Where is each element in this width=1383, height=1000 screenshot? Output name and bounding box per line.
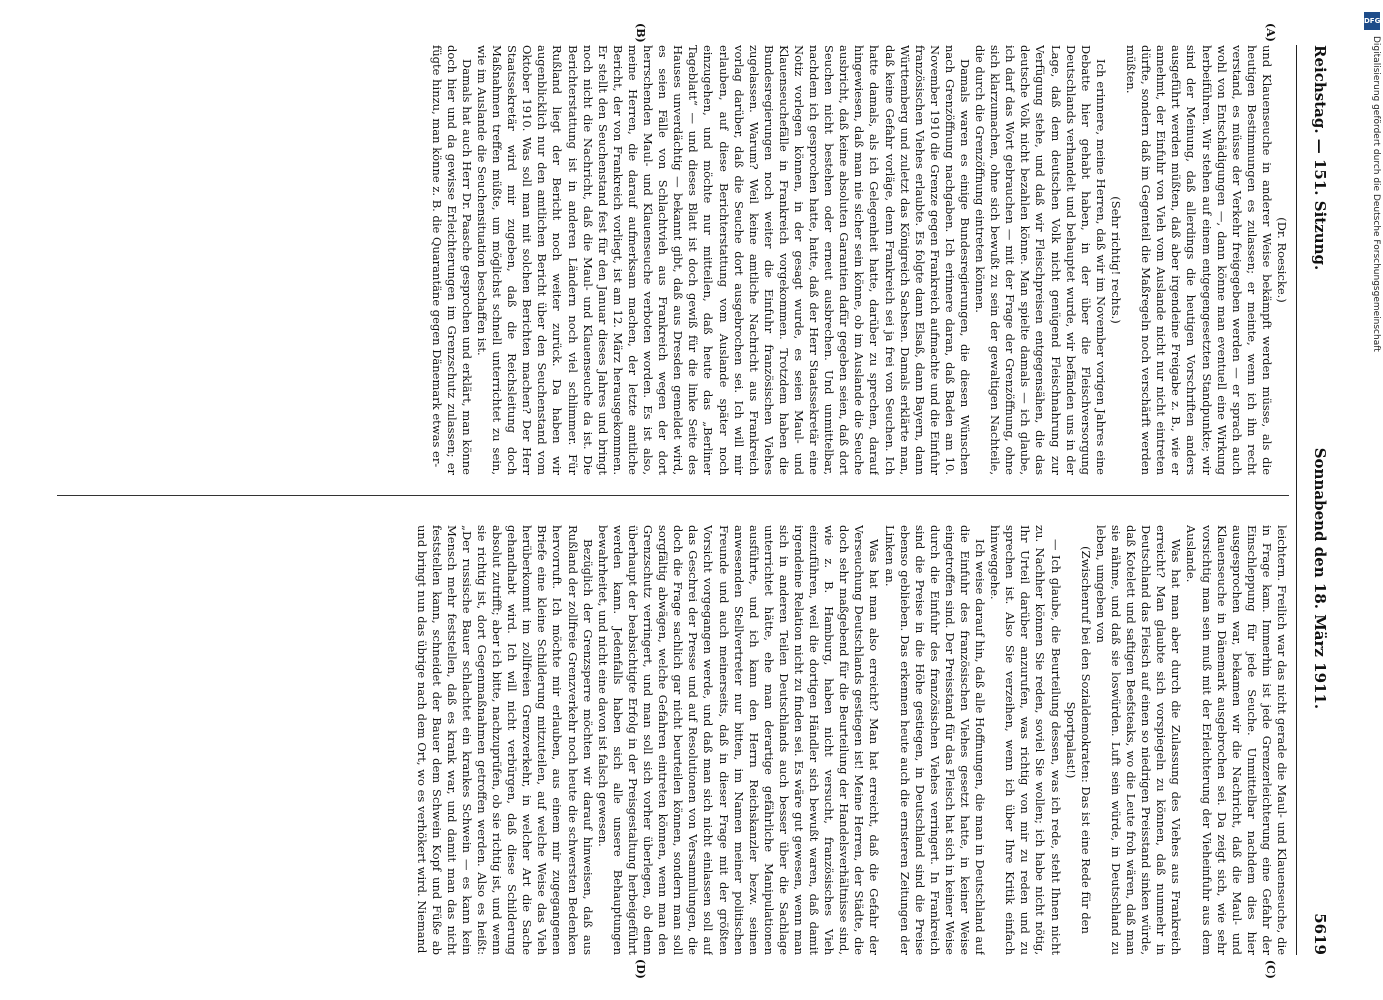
margin-marker-a: (A) (1263, 23, 1277, 42)
paragraph: leichtern. Freilich war das nicht gerade die Maul- und Klauenseuche, die in Frage kam. Immerhin ist jede Grenzerleichterung eine Gefahr der Einschleppung für jede Seuche. Unmittelbar nachdem dies hier ausgesprochen war, bekamen wir die Nachricht, daß die Maul- und Klauenseuche in Dänemark ausgebrochen sei. Da zeigt sich, wie sehr vorsichtig man sein muß mit der Erleichterung der Vieheinfuhr aus dem Auslande. (1183, 525, 1289, 955)
digitization-sidebar (1363, 12, 1381, 988)
digitization-note: Digitalisierung gefördert durch die Deutsche Forschungsgemeinschaft (1371, 36, 1381, 352)
dfg-logo: DFG (1364, 12, 1380, 30)
paragraph: Bezüglich der Grenzsperre möchten wir darauf hinweisen, daß aus Rußland der zollfreie Grenzverkehr noch heute die schwersten Bedenken hervorruft. Ich möchte mir erlauben, aus einem mir zugegangenen Briefe eine kleine Schilderung mitzuteilen, auf welche Weise das Vieh herüberkommt im zollfreien Grenzverkehr, in welcher Art die Sache gehandhabt wird. Ich will nicht verbürgen, daß diese Schilderung absolut zutrifft; aber ich bitte, nachzuprüfen, ob sie richtig ist, und wenn sie richtig ist, dort Gegenmaßnahmen getroffen werden. Also es heißt: „Der russische Bauer schlachtet ein krankes Schwein — es kann kein Mensch mehr feststellen, daß es krank war, und damit man das nicht feststellen kann, schneidet der Bauer dem Schwein Kopf und Füße ab und bringt nun das übrige nach dem Ort, wo es verhökert wird. Niemand (414, 525, 595, 955)
header-left: Reichstag. — 151. Sitzung. (1310, 45, 1329, 271)
page-header (1303, 45, 1329, 955)
paragraph: Was hat man aber durch die Zulassung des Viehes aus Frankreich erreicht? Man glaubte sich vorspiegeln zu können, daß nunmehr in Deutschland das Fleisch auf einen so niedrigen Preisstand sinken würde, daß Kotelett und saftigen Beefsteaks, wo die Leute froh wären, daß man sie nähme, und daß sie loswürden. Luft sein würde, in Deutschland zu leben, umgeben von (1093, 525, 1183, 955)
paragraph: und Klauenseuche in anderer Weise bekämpft werden müsse, als die heutigen Bestimmungen es zulassen; er meinte, wenn ich ihn recht verstand, es müsse der Verkehr freigegeben werden — er sprach auch wohl von Entschädigungen —, dann könne man eventuell eine Wirkung herbeiführen. Wir stehen auf einem entgegengesetzten Standpunkte; wir sind der Meinung, daß allerdings die heutigen Vorschriften anders ausgeführt werden müßten, daß aber irgendeine Freigabe z. B., wie er annehmt, der Einfuhr von Vieh vom Auslande nicht nur nicht eintreten dürfte, sondern daß im Gegenteil die Maßregeln noch verschärft werden müßten. (1123, 45, 1274, 475)
left-column (57, 45, 1289, 475)
column-divider (57, 495, 1289, 496)
paragraph: Ich erinnere, meine Herren, daß wir im November vorigen Jahres eine Debatte hier gehabt haben, in der über die Fleischversorgung Deutschlands verhandelt und behauptet wurde, wir befänden uns in der Lage, daß dem deutschen Volk nicht genügend Fleischnahrung zur Verfügung stehe, und daß wir Fleischpreisen entgegensähen, die das deutsche Volk nicht bezahlen könne. Man spielte damals — ich glaube, ich darf das Wort gebrauchen — mit der Frage der Grenzöffnung, ohne sich klarzumachen, ohne sich bewußt zu sein der gewaltigen Nachteile, die durch die Grenzöffnung eintreten können. (972, 45, 1108, 475)
margin-marker-d: (D) (633, 959, 647, 979)
right-column (57, 525, 1289, 955)
paragraph: — Ich glaube, die Beurteilung dessen, was ich rede, steht Ihnen nicht zu. Nachher können Sie reden, soviel Sie wollen; ich habe nicht nötig, Ihr Urteil darüber anzurufen, was richtig von mir zu reden und zu sprechen ist. Also Sie verzeihen, wenn ich über Ihre Kritik einfach hinweggehe. (987, 525, 1063, 955)
interjection: (Zwischenruf bei den Sozialdemokraten: Das ist eine Rede für den Sportpalast!) (1063, 546, 1093, 934)
margin-marker-b: (B) (633, 23, 647, 43)
document-page (47, 23, 1337, 979)
header-center: Sonnabend den 18. März 1911. (1310, 447, 1329, 710)
interjection: (Sehr richtig! rechts.) (1108, 196, 1123, 324)
speaker-tag: (Dr. Roesicke.) (1274, 217, 1289, 303)
page-number: 5619 (1310, 913, 1329, 955)
paragraph: Damals waren es einige Bundesregierungen, die diesen Wünschen nach Grenzöffnung nachgaben. Ich erinnere daran, daß Baden am 10. November 1910 die Grenze gegen Frankreich aufmachte und die Einfuhr französischen Viehes erlaubte. Es folgte dann Elsaß, dann Bayern, dann Württemberg und zuletzt das Königreich Sachsen. Damals erklärte man, daß keine Gefahr vorläge, denn Frankreich sei ja frei von Seuchen. Ich hatte damals, als ich Gelegenheit hatte, darüber zu sprechen, darauf hingewiesen, daß man nie sicher sein könne, ob im Auslande die Seuche ausbricht, daß keine absoluten Garantien dafür gegeben seien, daß dort Seuchen nicht bestehen oder erneut ausbrechen. Und unmittelbar, nachdem ich gesprochen hatte, hatte, daß der Herr Staatssekretär eine Notiz vorlegen können, in der gesagt wurde, es seien Maul- und Klauenseuchefälle in Frankreich vorgekommen. Trotzdem haben die Bundesregierungen noch weiter die Einfuhr französischen Viehes zugelassen. Warum? Weil keine amtliche Nachricht aus Frankreich vorlag darüber, daß die Seuche dort ausgebrochen sei. Ich will mir erlauben, auf diese Berichterstattung vom Auslande später noch einzugehen, und möchte nur mitteilen, daß heute das „Berliner Tageblatt“ — und dieses Blatt ist doch gewiß für die linke Seite des Hauses unverdächtig — bekannt gibt, daß aus Dresden gemeldet wird, es seien Fälle von Schlachtvieh aus Frankreich wegen der dort herrschenden Maul- und Klauenseuche verboten worden. Es ist also, meine Herren, die darauf aufmerksam machen, der letzte amtliche Bericht, der von Frankreich vorliegt, ist am 12. März herausgekommen. Er stellt den Seuchenstand fest für den Januar dieses Jahres und bringt noch nicht die Nachricht, daß die Maul- und Klauenseuche da ist. Die Berichterstattung ist in anderen Ländern noch viel schlimmer. Für Rußland liegt der Bericht noch weiter zurück. Da haben wir augenblicklich nur den amtlichen Bericht über den Seuchenstand vom Oktober 1910. Was soll man mit solchen Berichten machen? Der Herr Staatssekretär wird mir zugeben, daß die Reichsleitung doch Maßnahmen treffen müßte, um möglichst schnell unterrichtet zu sein, wie im Auslande die Seuchensituation beschaffen ist. (474, 45, 972, 475)
margin-marker-c: (C) (1263, 959, 1277, 979)
paragraph: Ich weise darauf hin, daß alle Hoffnungen, die man in Deutschland auf die Einfuhr des französischen Viehes gesetzt hatte, in keiner Weise eingetroffen sind. Der Preisstand für das Fleisch hat sich in keiner Weise durch die Einfuhr des französischen Viehes verringert. In Frankreich sind die Preise in die Höhe gestiegen, in Deutschland sind die Preise ebenso geblieben. Das erkennen heute auch die ernsteren Zeitungen der Linken an. (882, 525, 987, 955)
header-rule (1296, 45, 1297, 955)
paragraph: Damals hat auch Herr Dr. Paasche gesprochen und erklärt, man könne doch hier und da gewisse Erleichterungen im Grenzschutz zulassen; er fügte hinzu, man könne z. B. die Quarantäne gegen Dänemark etwas er- (429, 45, 474, 475)
paragraph: Was hat man also erreicht? Man hat erreicht, daß die Gefahr der Verseuchung Deutschlands gestiegen ist! Meine Herren, der Städte, die doch sehr maßgebend für die Beurteilung der Handelsverhältnisse sind, wie z. B. Hamburg, haben nicht versucht, französisches Vieh einzuführen, weil die dortigen Händler sich bewußt waren, daß damit irgendeine Relation nicht zu finden sei. Es wäre gut gewesen, wenn man sich in anderen Teilen Deutschlands auch besser über die Sachlage unterrichtet hätte, ehe man derartige gefährliche Manipulationen ausführte, und ich kann den Herrn Reichskanzler bezw. seinen anwesenden Stellvertreter nur bitten, im Namen meiner politischen Freunde und auch meinerseits, daß in dieser Frage mit der größten Vorsicht vorgegangen werde, und daß man sich nicht einlassen soll auf das Geschrei der Presse und auf Resolutionen von Versammlungen, die doch die Frage sachlich gar nicht beurteilen können, sondern man soll sorgfältig abwägen, welche Gefahren eintreten können, wenn man den Grenzschutz verringert, und man soll sich vorher überlegen, ob denn überhaupt der beabsichtigte Erfolg in der Preisgestaltung herbeigeführt werden kann. Jedenfalls haben sich alle unsere Behauptungen bewahrheitet, und nicht eine davon ist falsch gewesen. (595, 525, 881, 955)
